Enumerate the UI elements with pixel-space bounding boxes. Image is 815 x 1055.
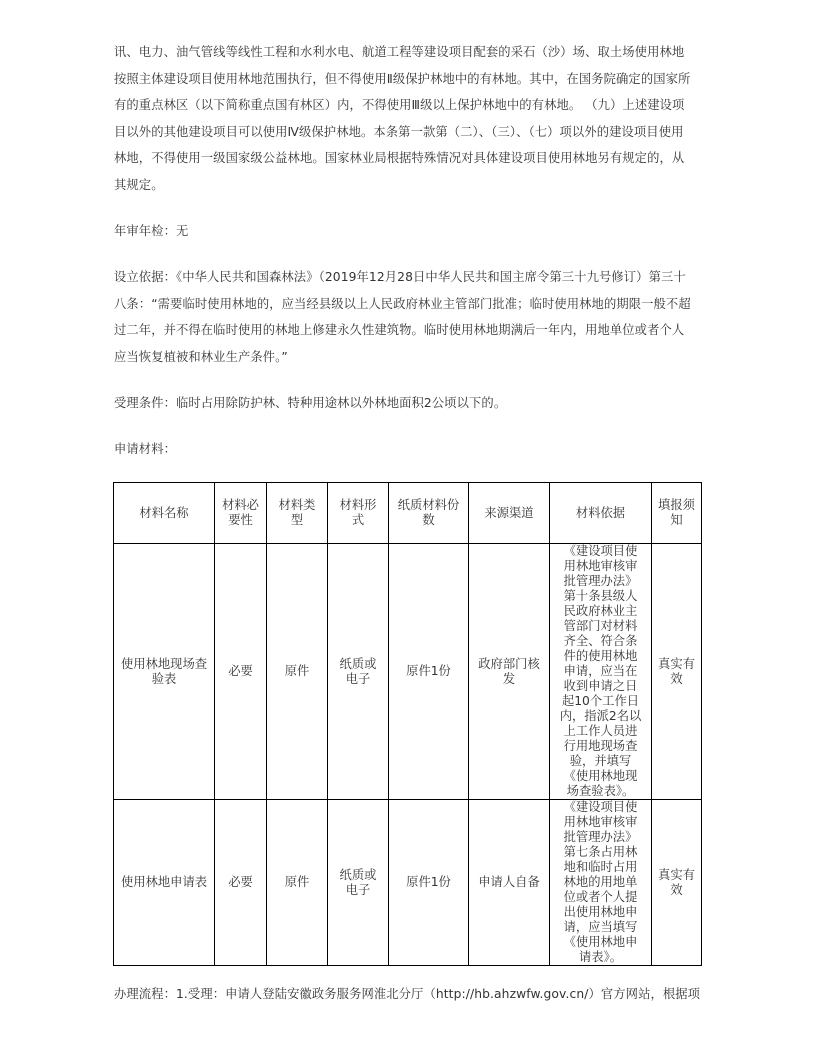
- table-row: [114, 800, 702, 966]
- cell-material-type: 原件: [267, 544, 328, 800]
- table-header-row: [114, 483, 702, 544]
- header-material-name: 材料名称: [114, 483, 215, 544]
- cell-material-basis: 《建设项目使用林地审核审批管理办法》第十条县级人民政府林业主管部门对材料齐全、符合条件的使用林地申请，应当在收到申请之日起10个工作日内，指派2名以上工作人员进行用地现场查验，并填写《使用林地现场查验表》。: [550, 544, 652, 800]
- cell-material-basis: 《建设项目使用林地审核审批管理办法》第七条占用林地和临时占用林地的用地单位或者个人提出使用林地申请，应当填写《使用林地申请表》。: [550, 800, 652, 966]
- legal-basis: 设立依据：《中华人民共和国森林法》（2019年12月28日中华人民共和国主席令第三十九号修订）第三十八条：“需要临时使用林地的，应当经县级以上人民政府林业主管部门批准；临时使用林地的期限一般不超过二年，并不得在临时使用的林地上修建永久性建筑物。临时使用林地期满后一年内，用地单位或者个人应当恢复植被和林业生产条件。”: [114, 270, 691, 364]
- annual-review: 年审年检：无: [114, 224, 189, 238]
- paragraph-construction-rules: 讯、电力、油气管线等线性工程和水利水电、航道工程等建设项目配套的采石（沙）场、取土场使用林地按照主体建设项目使用林地范围执行，但不得使用Ⅱ级保护林地中的有林地。其中，在国务院确定的国家所有的重点林区（以下简称重点国有林区）内，不得使用Ⅲ级以上保护林地中的有林地。 （九）上述建设项目以外的其他建设项目可以使用Ⅳ级保护林地。本条第一款第（二）、（三）、（七）项以外的建设项目使用林地，不得使用一级国家级公益林地。国家林业局根据特殊情况对具体建设项目使用林地另有规定的，从其规定。: [114, 45, 691, 192]
- cell-material-name: 使用林地申请表: [114, 800, 215, 966]
- materials-heading: 申请材料：: [114, 442, 176, 456]
- header-material-required: 材料必要性: [215, 483, 267, 544]
- acceptance-conditions: 受理条件：临时占用除防护林、特种用途林以外林地面积2公顷以下的。: [114, 396, 507, 410]
- cell-material-name: 使用林地现场查验表: [114, 544, 215, 800]
- header-material-form: 材料形式: [328, 483, 389, 544]
- cell-material-form: 纸质或电子: [328, 800, 389, 966]
- cell-material-required: 必要: [215, 544, 267, 800]
- table-row: [114, 544, 702, 800]
- cell-source-channel: 政府部门核发: [469, 544, 550, 800]
- cell-material-type: 原件: [267, 800, 328, 966]
- cell-material-required: 必要: [215, 800, 267, 966]
- header-filling-notes: 填报须知: [652, 483, 702, 544]
- cell-filling-notes: 真实有效: [652, 800, 702, 966]
- header-paper-copies: 纸质材料份数: [389, 483, 469, 544]
- cell-material-form: 纸质或电子: [328, 544, 389, 800]
- cell-source-channel: 申请人自备: [469, 800, 550, 966]
- cell-paper-copies: 原件1份: [389, 544, 469, 800]
- header-source-channel: 来源渠道: [469, 483, 550, 544]
- process-steps: 办理流程：1.受理：申请人登陆安徽政务服务网淮北分厅（http://hb.ahzwfw.gov.cn/）官方网站，根据项: [114, 987, 701, 1001]
- cell-filling-notes: 真实有效: [652, 544, 702, 800]
- materials-table: [113, 482, 702, 966]
- cell-paper-copies: 原件1份: [389, 800, 469, 966]
- header-material-type: 材料类型: [267, 483, 328, 544]
- header-material-basis: 材料依据: [550, 483, 652, 544]
